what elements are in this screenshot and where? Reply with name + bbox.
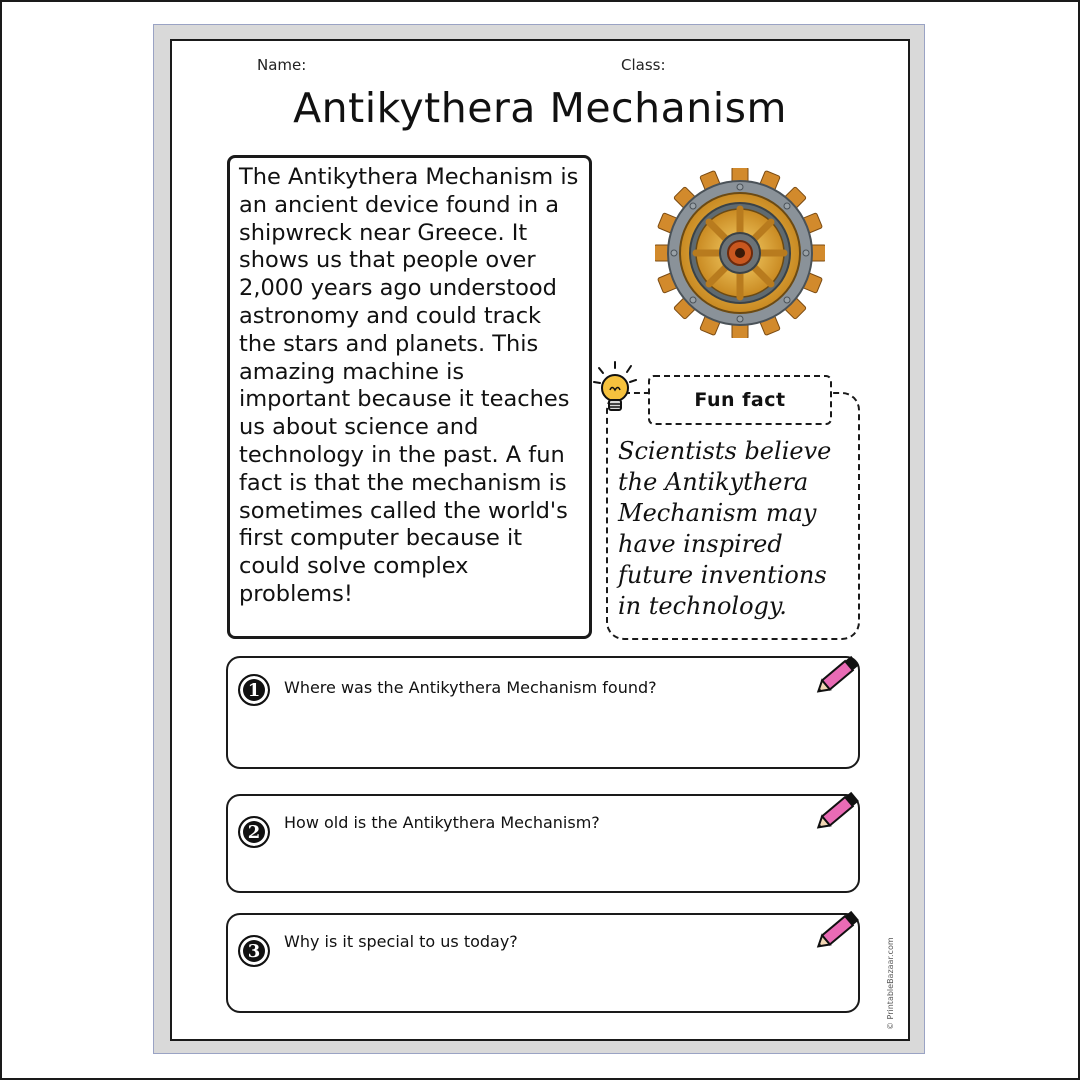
gear-illustration <box>655 168 825 338</box>
gear-icon <box>655 168 825 338</box>
name-label: Name: <box>257 56 307 74</box>
question-1-text: Where was the Antikythera Mechanism found? <box>284 678 657 697</box>
fun-fact-text: Scientists believe the Antikythera Mechanism may have inspired future inventions in technology. <box>618 437 832 620</box>
question-3-number: 3 <box>238 935 270 967</box>
question-2-number: 2 <box>238 816 270 848</box>
page-title: Antikythera Mechanism <box>293 84 787 132</box>
question-1-number: 1 <box>238 674 270 706</box>
copyright-notice: © PrintableBazaar.com <box>886 937 895 1030</box>
fun-fact-label: Fun fact <box>648 375 832 425</box>
question-3-answer-box[interactable] <box>226 913 860 1013</box>
question-2-text: How old is the Antikythera Mechanism? <box>284 813 600 832</box>
question-1-answer-box[interactable] <box>226 656 860 769</box>
lightbulb-icon <box>593 360 641 420</box>
question-3-text: Why is it special to us today? <box>284 932 518 951</box>
pencil-icon <box>812 905 866 953</box>
class-label: Class: <box>621 56 666 74</box>
reading-passage: The Antikythera Mechanism is an ancient device found in a shipwreck near Greece. It shows us that people over 2,000 years ago understood astronomy and could track the stars and planets. This amazing machine is important because it teaches us about science and technology in the past. A fun fact is that the mechanism is sometimes called the world's first computer because it could solve complex problems! <box>227 155 592 639</box>
question-2-answer-box[interactable] <box>226 794 860 893</box>
pencil-icon <box>812 786 866 834</box>
lightbulb-illustration <box>593 360 641 420</box>
pencil-icon <box>812 650 866 698</box>
